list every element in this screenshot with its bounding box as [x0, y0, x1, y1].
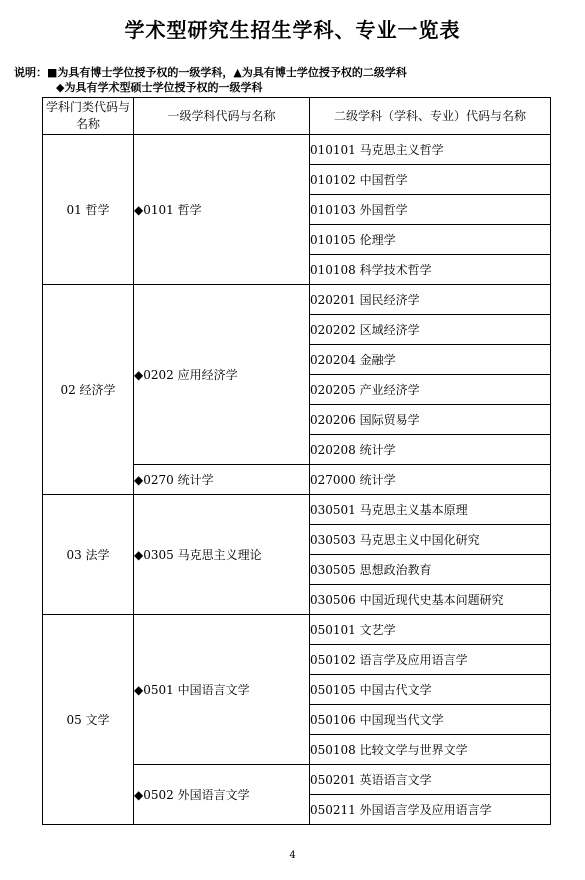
- page-title: 学术型研究生招生学科、专业一览表: [124, 18, 461, 42]
- second-level-cell: 020205 产业经济学: [310, 375, 551, 405]
- table-row: [43, 615, 551, 645]
- table-row: [43, 285, 551, 315]
- first-level-cell: ◆0305 马克思主义理论: [134, 495, 310, 615]
- second-level-cell: 010105 伦理学: [310, 225, 551, 255]
- note-line-2: ◆为具有学术型硕士学位授予权的一级学科: [56, 81, 263, 94]
- category-cell: 03 法学: [43, 495, 134, 615]
- header-first-level: 一级学科代码与名称: [134, 98, 310, 135]
- category-cell: 01 哲学: [43, 135, 134, 285]
- table-header-row: [43, 98, 551, 135]
- page-number: 4: [289, 850, 296, 861]
- second-level-cell: 020208 统计学: [310, 435, 551, 465]
- second-level-cell: 030503 马克思主义中国化研究: [310, 525, 551, 555]
- second-level-cell: 010103 外国哲学: [310, 195, 551, 225]
- header-category: 学科门类代码与名称: [43, 98, 134, 135]
- header-second-level: 二级学科（学科、专业）代码与名称: [310, 98, 551, 135]
- first-level-cell: ◆0501 中国语言文学: [134, 615, 310, 765]
- first-level-cell: ◆0502 外国语言文学: [134, 765, 310, 825]
- second-level-cell: 020204 金融学: [310, 345, 551, 375]
- second-level-cell: 010108 科学技术哲学: [310, 255, 551, 285]
- category-cell: 02 经济学: [43, 285, 134, 495]
- second-level-cell: 050102 语言学及应用语言学: [310, 645, 551, 675]
- note-line-1: ■为具有博士学位授予权的一级学科，▲为具有博士学位授予权的二级学科: [47, 66, 407, 79]
- note-prefix: 说明：: [14, 66, 47, 79]
- second-level-cell: 020201 国民经济学: [310, 285, 551, 315]
- table-row: [43, 135, 551, 165]
- first-level-cell: ◆0101 哲学: [134, 135, 310, 285]
- category-cell: 05 文学: [43, 615, 134, 825]
- second-level-cell: 050106 中国现当代文学: [310, 705, 551, 735]
- first-level-cell: ◆0202 应用经济学: [134, 285, 310, 465]
- second-level-cell: 050108 比较文学与世界文学: [310, 735, 551, 765]
- second-level-cell: 030505 思想政治教育: [310, 555, 551, 585]
- second-level-cell: 027000 统计学: [310, 465, 551, 495]
- second-level-cell: 030501 马克思主义基本原理: [310, 495, 551, 525]
- second-level-cell: 030506 中国近现代史基本问题研究: [310, 585, 551, 615]
- second-level-cell: 050201 英语语言文学: [310, 765, 551, 795]
- second-level-cell: 050105 中国古代文学: [310, 675, 551, 705]
- second-level-cell: 010101 马克思主义哲学: [310, 135, 551, 165]
- second-level-cell: 010102 中国哲学: [310, 165, 551, 195]
- first-level-cell: ◆0270 统计学: [134, 465, 310, 495]
- legend-note: [14, 65, 407, 95]
- second-level-cell: 050101 文艺学: [310, 615, 551, 645]
- second-level-cell: 020202 区域经济学: [310, 315, 551, 345]
- second-level-cell: 020206 国际贸易学: [310, 405, 551, 435]
- table-row: [43, 495, 551, 525]
- second-level-cell: 050211 外国语言学及应用语言学: [310, 795, 551, 825]
- discipline-table: [42, 97, 551, 825]
